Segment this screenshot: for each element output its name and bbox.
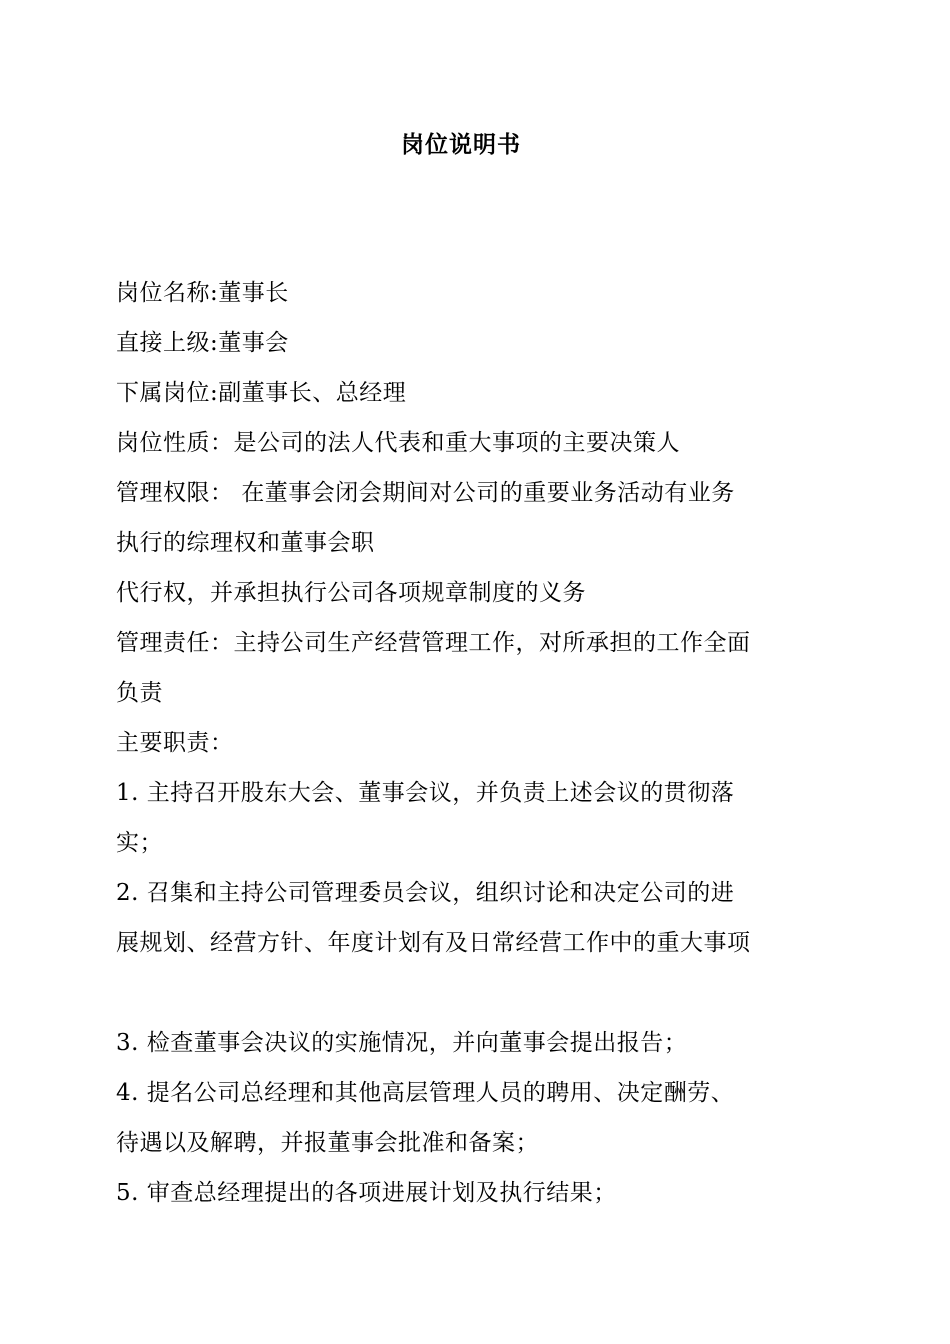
- line-management-authority: 管理权限： 在董事会闭会期间对公司的重要业务活动有业务: [116, 480, 735, 506]
- duty-item-2: 2. 召集和主持公司管理委员会议，组织讨论和决定公司的进: [116, 880, 735, 906]
- line-management-responsibility-cont: 负责: [116, 680, 163, 706]
- duty-item-5: 5. 审查总经理提出的各项进展计划及执行结果；: [116, 1180, 617, 1206]
- line-main-duties-heading: 主要职责：: [116, 730, 234, 756]
- line-position-name: 岗位名称:董事长: [116, 280, 289, 306]
- line-management-authority-cont-1: 执行的综理权和董事会职: [116, 530, 375, 556]
- duty-item-1: 1. 主持召开股东大会、董事会议，并负责上述会议的贯彻落: [116, 780, 735, 806]
- line-management-responsibility: 管理责任：主持公司生产经营管理工作，对所承担的工作全面: [116, 630, 751, 656]
- document-body: [116, 276, 816, 1226]
- duty-item-4-cont: 待遇以及解聘，并报董事会批准和备案；: [116, 1130, 539, 1156]
- blank-line: [116, 976, 816, 1026]
- line-management-authority-cont-2: 代行权，并承担执行公司各项规章制度的义务: [116, 580, 586, 606]
- line-subordinate-positions: 下属岗位:副董事长、总经理: [116, 380, 407, 406]
- document-title: 岗位说明书: [401, 132, 521, 158]
- line-direct-superior: 直接上级:董事会: [116, 330, 289, 356]
- duty-item-4: 4. 提名公司总经理和其他高层管理人员的聘用、决定酬劳、: [116, 1080, 735, 1106]
- duty-item-2-cont: 展规划、经营方针、年度计划有及日常经营工作中的重大事项: [116, 930, 751, 956]
- duty-item-1-cont: 实；: [116, 830, 163, 856]
- line-position-nature: 岗位性质：是公司的法人代表和重大事项的主要决策人: [116, 430, 680, 456]
- duty-item-3: 3. 检查董事会决议的实施情况，并向董事会提出报告；: [116, 1030, 688, 1056]
